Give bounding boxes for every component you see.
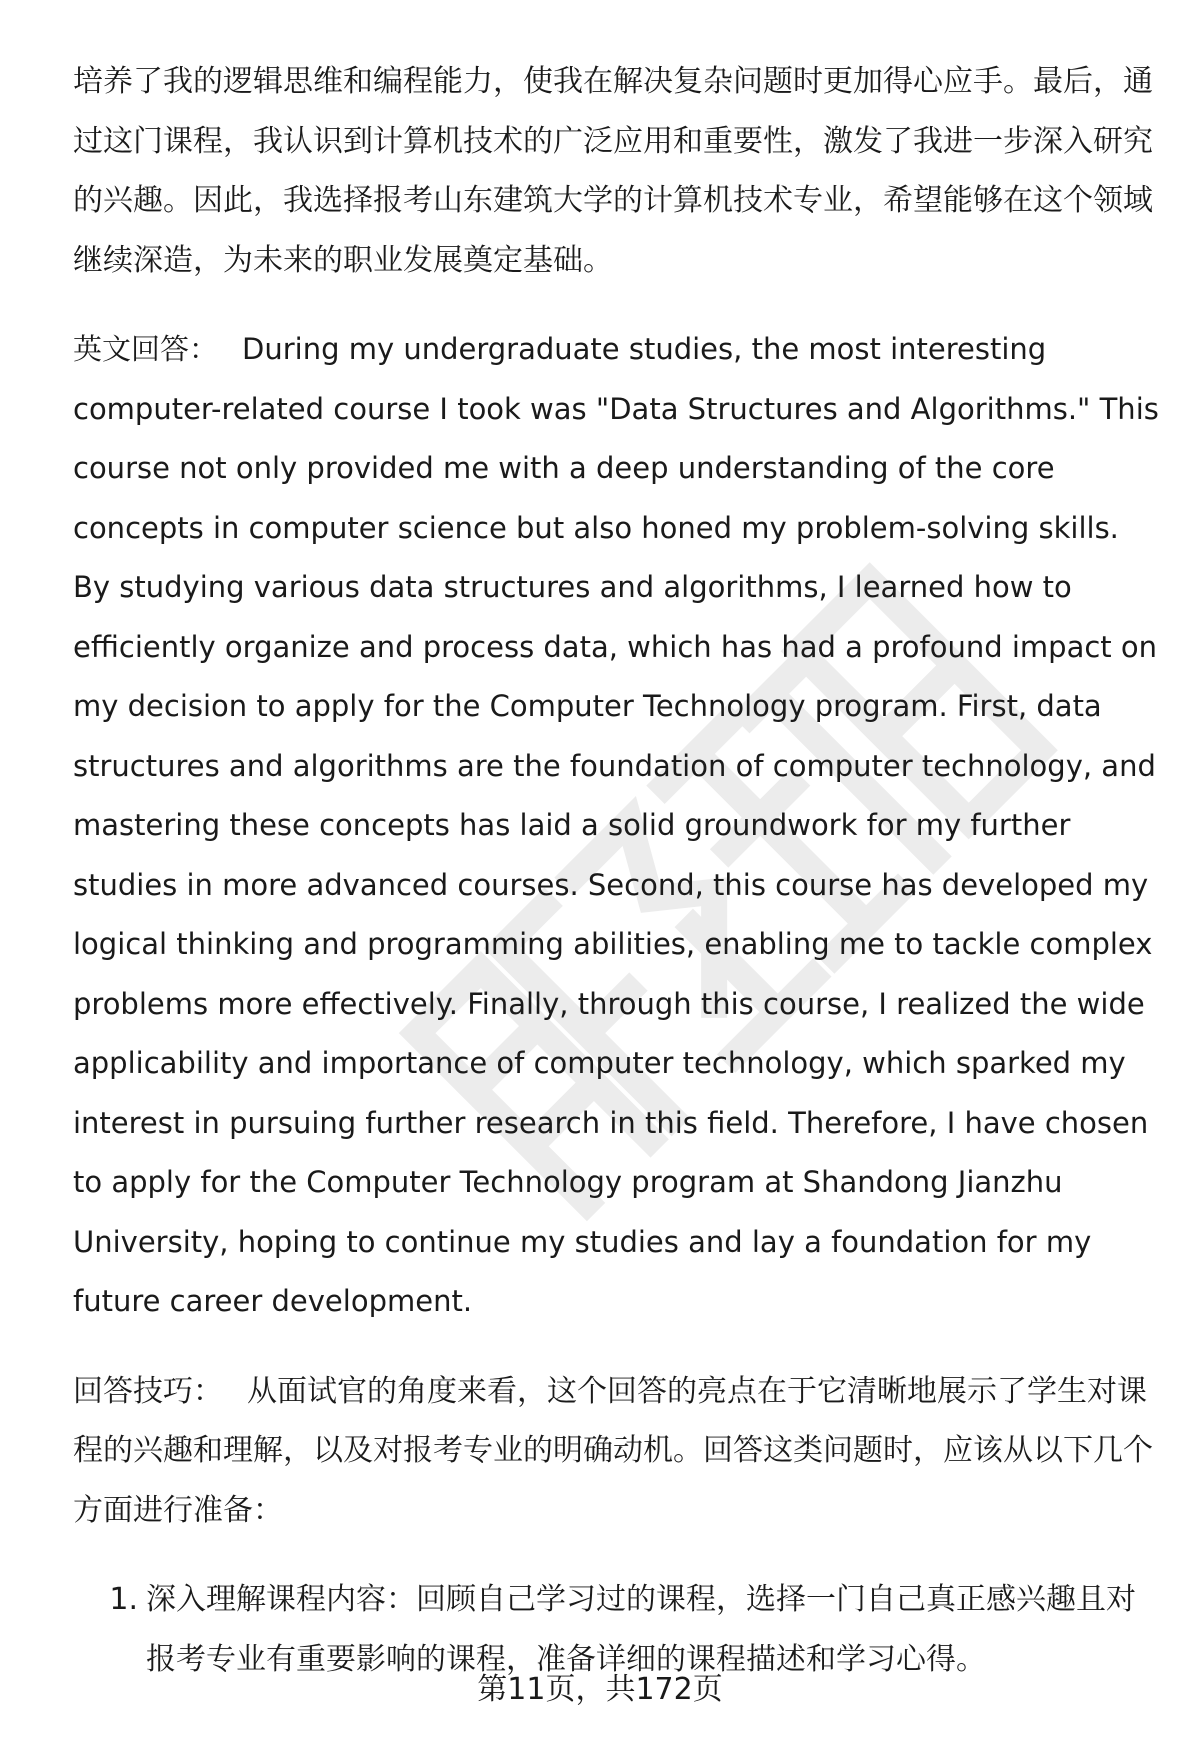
english-answer-paragraph <box>73 320 1163 1332</box>
paragraph-gap <box>73 290 1163 320</box>
answer-tips-text: 从面试官的角度来看，这个回答的亮点在于它清晰地展示了学生对课程的兴趣和理解，以及对报考专业的明确动机。回答这类问题时，应该从以下几个方面进行准备： <box>73 1373 1153 1528</box>
list-item-number: 1. <box>109 1582 138 1617</box>
paragraph-gap <box>73 1332 1163 1362</box>
list-item-text: 深入理解课程内容：回顾自己学习过的课程，选择一门自己真正感兴趣且对报考专业有重要影响的课程，准备详细的课程描述和学习心得。 <box>146 1582 1136 1677</box>
page-indicator: 第11页，共172页 <box>477 1672 723 1707</box>
paragraph-gap <box>73 1540 1163 1570</box>
continuation-paragraph: 培养了我的逻辑思维和编程能力，使我在解决复杂问题时更加得心应手。最后，通过这门课程，我认识到计算机技术的广泛应用和重要性，激发了我进一步深入研究的兴趣。因此，我选择报考山东建筑大学的计算机技术专业，希望能够在这个领域继续深造，为未来的职业发展奠定基础。 <box>73 64 1153 278</box>
english-answer-text: During my undergraduate studies, the most interesting computer-related course I took was "Data Structures and Algorithms." This course not only provided me with a deep understanding of the core concepts in computer science but also honed my problem-solving skills. By studying various data structures and algorithms, I learned how to efficiently organize and process data, which has had a profound impact on my decision to apply for the Computer Technology program. First, data structures and algorithms are the foundation of computer technology, and mastering these concepts has laid a solid groundwork for my further studies in more advanced courses. Second, this course has developed my logical thinking and programming abilities, enabling me to tackle complex problems more effectively. Finally, through this course, I realized the wide applicability and importance of computer technology, which sparked my interest in pursuing further research in this field. Therefore, I have chosen to apply for the Computer Technology program at Shandong Jianzhu University, hoping to continue my studies and lay a foundation for my future career development. <box>73 332 1159 1318</box>
document-body <box>73 52 1163 1689</box>
english-answer-label: 英文回答： <box>73 332 219 366</box>
answer-tips-label: 回答技巧： <box>73 1373 223 1409</box>
answer-tips-paragraph <box>73 1362 1163 1541</box>
